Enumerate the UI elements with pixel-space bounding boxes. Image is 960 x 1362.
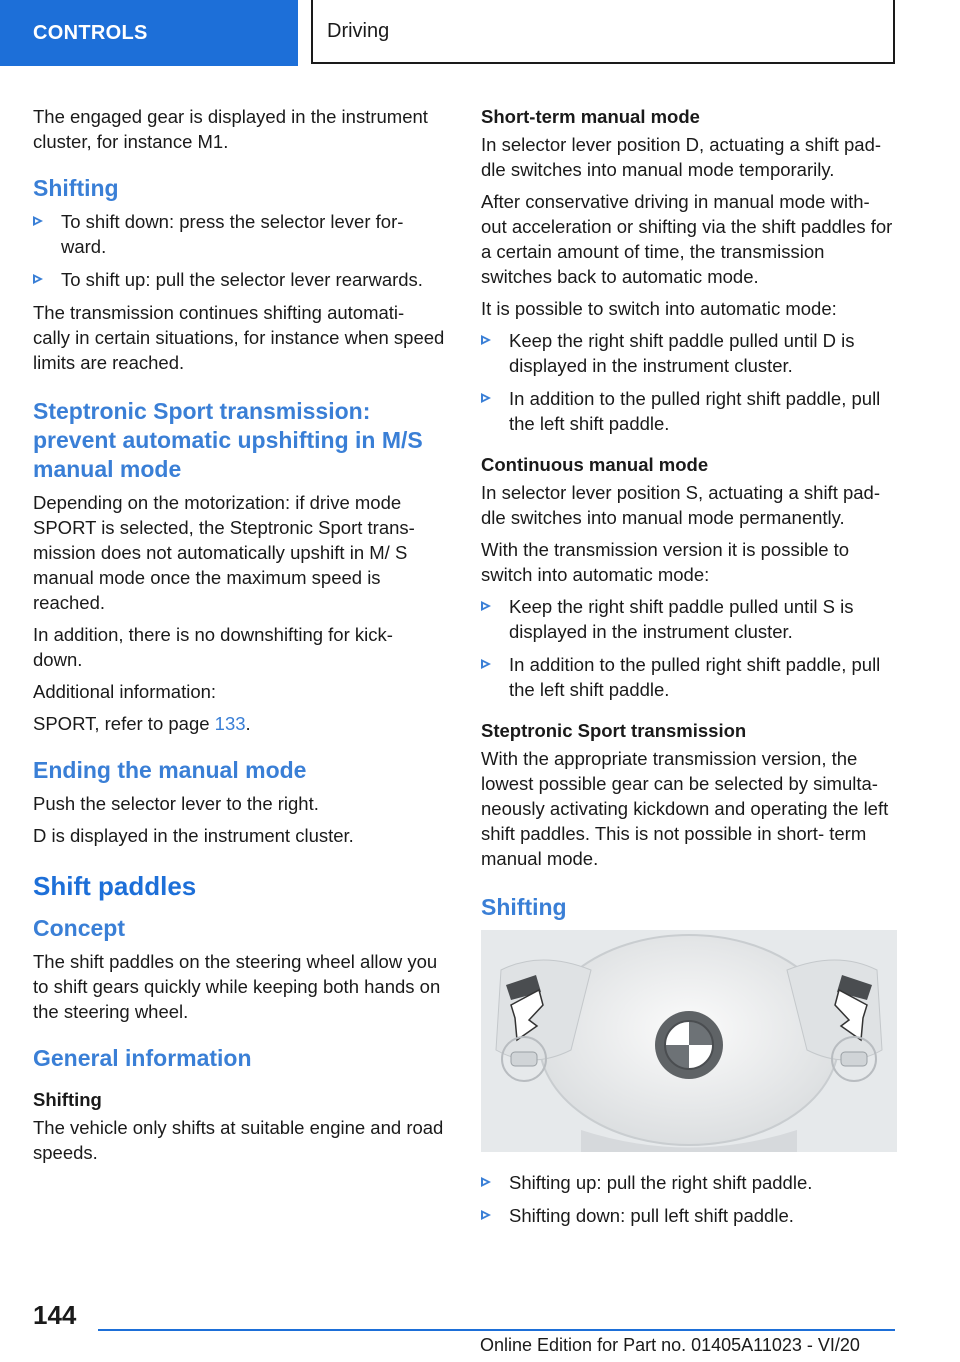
cont-text-1: In selector lever position S, actuating a shift pad- dle switches into manual mode permanently. — [481, 482, 880, 528]
triangle-bullet-icon — [481, 601, 491, 611]
shifting-note: The transmission continues shifting automati- cally in certain situations, for instance when speed limits are reached. — [33, 302, 445, 373]
right-column — [481, 104, 897, 1236]
heading-general-information: General information — [33, 1045, 252, 1071]
list-item: Shifting down: pull left shift paddle. — [481, 1203, 897, 1228]
sport-reference: SPORT, refer to page 133. — [33, 713, 251, 734]
page-link[interactable]: 133 — [214, 713, 246, 734]
cont-list — [481, 594, 897, 702]
section-tab — [0, 0, 298, 66]
ending-text-2: D is displayed in the instrument cluster. — [33, 825, 354, 846]
heading-shifting-right: Shifting — [481, 894, 567, 920]
heading-ending-manual-mode: Ending the manual mode — [33, 757, 307, 783]
subheading-short-term: Short-term manual mode — [481, 106, 700, 127]
steptronic-text-2: In addition, there is no downshifting for kick- down. — [33, 624, 393, 670]
steptronic-text-1: Depending on the motorization: if drive mode SPORT is selected, the Steptronic Sport trans- mission does not automatically upshift in M/ S manual mode once the maximum speed is reached. — [33, 492, 415, 613]
short-text-3: It is possible to switch into automatic mode: — [481, 298, 837, 319]
list-item: To shift up: pull the selector lever rearwards. — [33, 267, 445, 292]
heading-concept: Concept — [33, 915, 125, 941]
additional-info-label: Additional information: — [33, 681, 217, 702]
short-list — [481, 328, 897, 436]
short-text-2: After conservative driving in manual mode with- out acceleration or shifting via the shift paddles for a certain amount of time, the transmission switches back to automatic mode. — [481, 191, 893, 287]
cont-text-2: With the transmission version it is possible to switch into automatic mode: — [481, 539, 850, 585]
triangle-bullet-icon — [481, 335, 491, 345]
heading-shift-paddles: Shift paddles — [33, 871, 197, 901]
list-item: To shift down: press the selector lever for- ward. — [33, 209, 445, 259]
list-item: In addition to the pulled right shift paddle, pull the left shift paddle. — [481, 652, 897, 702]
triangle-bullet-icon — [33, 274, 43, 284]
triangle-bullet-icon — [481, 1210, 491, 1220]
list-item: Keep the right shift paddle pulled until D is displayed in the instrument cluster. — [481, 328, 897, 378]
footer-edition: Online Edition for Part no. 01405A11023 - VI/20 — [480, 1335, 860, 1355]
list-item: Keep the right shift paddle pulled until S is displayed in the instrument cluster. — [481, 594, 897, 644]
subheading-continuous: Continuous manual mode — [481, 454, 709, 475]
short-text-1: In selector lever position D, actuating a shift pad- dle switches into manual mode temporarily. — [481, 134, 882, 180]
triangle-bullet-icon — [481, 659, 491, 669]
chapter-title: Driving — [327, 19, 390, 42]
steering-wheel-shift-paddles-icon — [481, 930, 897, 1152]
subheading-steptronic-sport: Steptronic Sport transmission — [481, 720, 747, 741]
footer-divider — [98, 1329, 895, 1331]
triangle-bullet-icon — [481, 393, 491, 403]
list-item: In addition to the pulled right shift paddle, pull the left shift paddle. — [481, 386, 897, 436]
ending-text-1: Push the selector lever to the right. — [33, 793, 319, 814]
heading-shifting: Shifting — [33, 175, 119, 201]
concept-text: The shift paddles on the steering wheel allow you to shift gears quickly while keeping both hands on the steering wheel. — [33, 951, 441, 1022]
intro-text: The engaged gear is displayed in the instrument cluster, for instance M1. — [33, 106, 428, 152]
left-column — [33, 104, 445, 1172]
triangle-bullet-icon — [33, 216, 43, 226]
sport-text: With the appropriate transmission version, the lowest possible gear can be selected by simulta- neously activating kickdown and operating the left shift paddles. This is not possible in short- term manual mode. — [481, 748, 889, 869]
shifting-list — [33, 209, 445, 292]
chapter-header — [311, 0, 895, 64]
heading-steptronic-upshift: Steptronic Sport transmission: prevent automatic upshifting in M/S manual mode — [33, 398, 423, 482]
steering-wheel-figure — [481, 930, 897, 1152]
figure-list — [481, 1170, 897, 1228]
subheading-shifting: Shifting — [33, 1089, 102, 1110]
page-number: 144 — [33, 1300, 77, 1330]
list-item: Shifting up: pull the right shift paddle. — [481, 1170, 897, 1195]
triangle-bullet-icon — [481, 1177, 491, 1187]
general-text: The vehicle only shifts at suitable engine and road speeds. — [33, 1117, 444, 1163]
section-title: CONTROLS — [33, 21, 148, 44]
